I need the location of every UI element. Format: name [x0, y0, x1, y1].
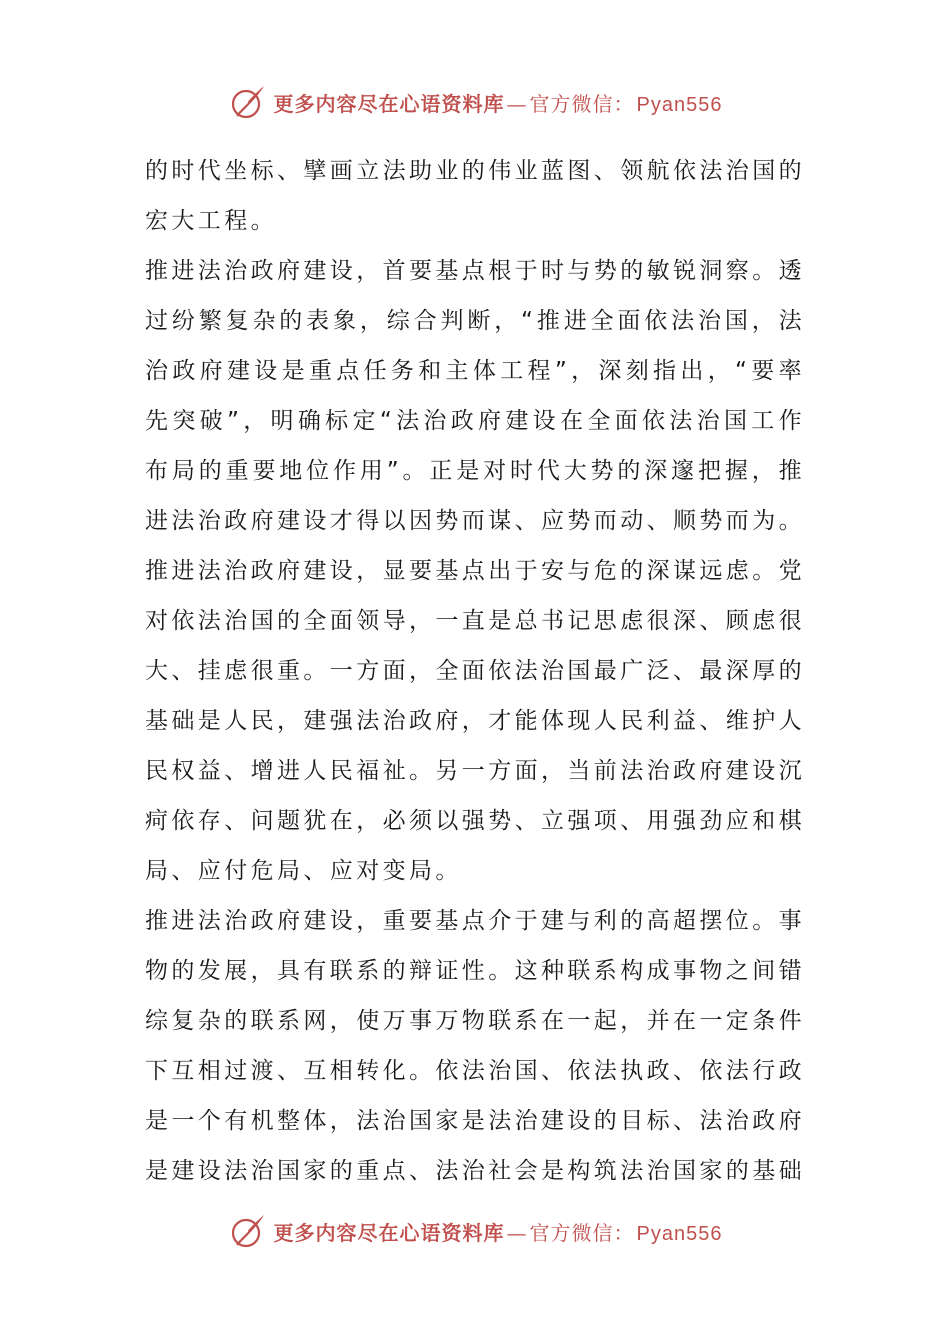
watermark-separator: —: [506, 91, 528, 116]
watermark-contact-label: 官方微信：: [529, 91, 635, 116]
watermark-main-text: 更多内容尽在心语资料库: [273, 91, 505, 116]
paragraph: 的时代坐标、擘画立法助业的伟业蓝图、领航依法治国的宏大工程。: [145, 158, 805, 234]
footer-watermark: [0, 1211, 950, 1251]
paragraph: 推进法治政府建设，首要基点根于时与势的敏锐洞察。透过纷繁复杂的表象，综合判断，“推进全面依法治国，法治政府建设是重点任务和主体工程”，深刻指出，“要率先突破”，明确标定“法治政府建设在全面依法治国工作布局的重要地位作用”。正是对时代大势的深邃把握，推进法治政府建设才得以因势而谋、应势而动、顺势而为。: [145, 258, 805, 534]
watermark-separator: —: [506, 1220, 528, 1245]
header-watermark: [0, 82, 950, 122]
watermark-contact-id: Pyan556: [636, 93, 723, 116]
paragraph: 推进法治政府建设，重要基点介于建与利的高超摆位。事物的发展，具有联系的辩证性。这种联系构成事物之间错综复杂的联系网，使万事万物联系在一起，并在一定条件下互相过渡、互相转化。依法治国、依法执政、依法行政是一个有机整体，法治国家是法治建设的目标、法治政府是建设法治国家的重点、法治社会是构筑法治国家的基础: [145, 908, 805, 1184]
watermark-contact-label: 官方微信：: [529, 1220, 635, 1245]
quill-pen-logo-icon: [228, 1211, 268, 1251]
paragraph: 推进法治政府建设，显要基点出于安与危的深谋远虑。党对依法治国的全面领导，一直是总书记思虑很深、顾虑很大、挂虑很重。一方面，全面依法治国最广泛、最深厚的基础是人民，建强法治政府，才能体现人民利益、维护人民权益、增进人民福祉。另一方面，当前法治政府建设沉疴依存、问题犹在，必须以强势、立强项、用强劲应和棋局、应付危局、应对变局。: [145, 558, 805, 884]
article-body: [145, 146, 805, 1196]
quill-pen-logo-icon: [228, 82, 268, 122]
watermark-main-text: 更多内容尽在心语资料库: [273, 1220, 505, 1245]
watermark-contact-id: Pyan556: [636, 1222, 723, 1245]
